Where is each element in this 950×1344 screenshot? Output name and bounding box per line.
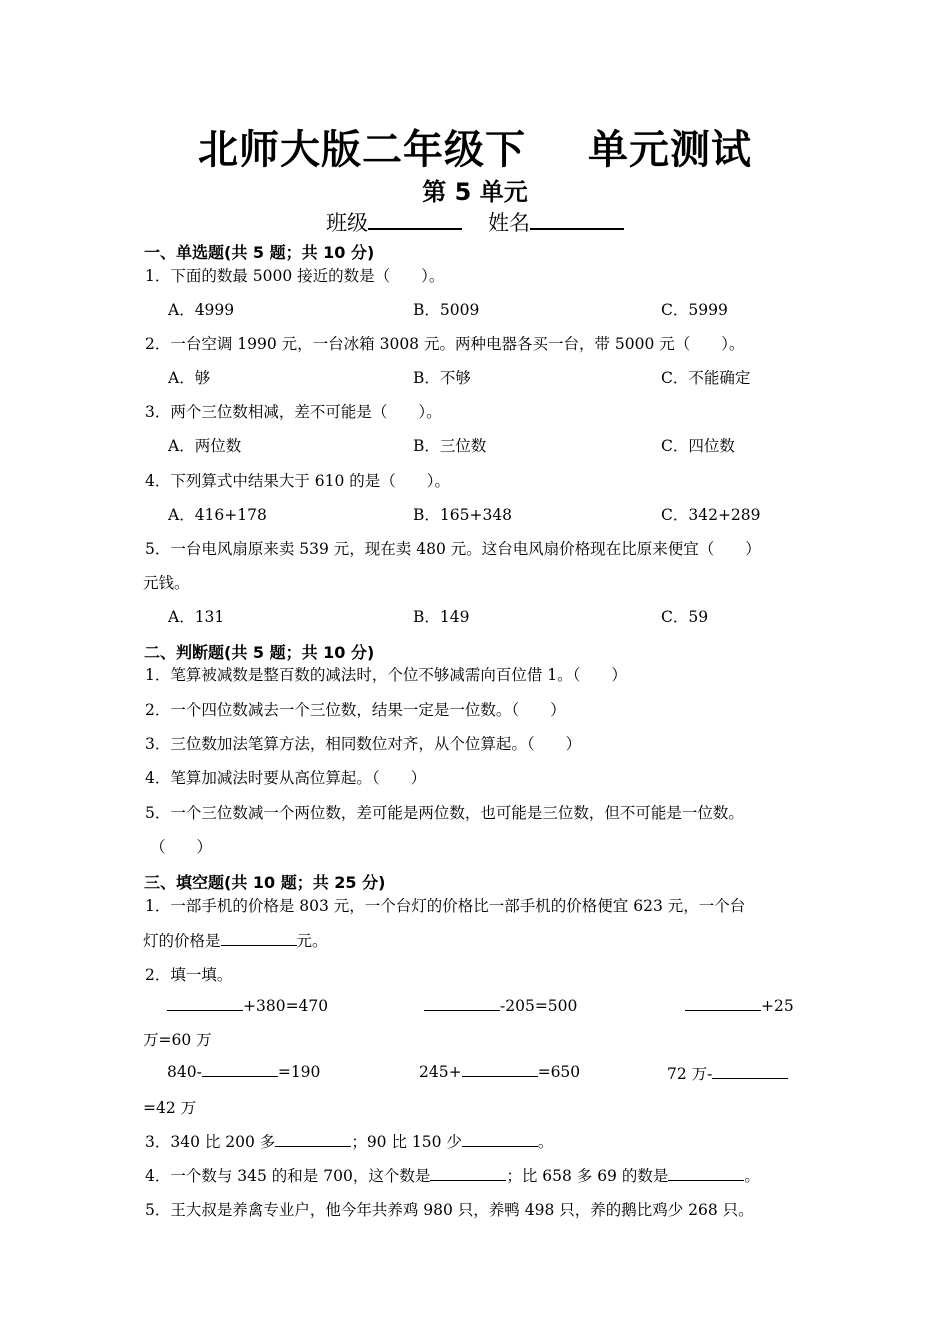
option-b[interactable]: B．165+348 — [413, 506, 513, 524]
question-stem: 3．两个三位数相减，差不可能是（ ）。 — [145, 403, 442, 421]
answer-blank[interactable] — [424, 996, 500, 1011]
option-b[interactable]: B．不够 — [413, 369, 471, 387]
fill-question: 1．一部手机的价格是 803 元，一个台灯的价格比一部手机的价格便宜 623 元，一个台 — [145, 897, 746, 915]
answer-blank[interactable] — [167, 996, 243, 1011]
answer-blank[interactable] — [462, 1132, 538, 1147]
equation-cont: 万=60 万 — [143, 1031, 212, 1049]
answer-blank[interactable] — [462, 1062, 538, 1077]
option-c[interactable]: C．342+289 — [661, 506, 761, 524]
equation: +380=470 — [167, 996, 328, 1015]
question-stem: 4．下列算式中结果大于 610 的是（ ）。 — [145, 472, 451, 490]
section2-heading: 二、判断题(共 5 题；共 10 分) — [144, 643, 375, 662]
equation-cont: =42 万 — [143, 1099, 197, 1117]
option-c[interactable]: C．5999 — [661, 301, 728, 319]
option-b[interactable]: B．三位数 — [413, 437, 487, 455]
fill-question-cont: 灯的价格是 元。 — [143, 932, 328, 950]
title-left: 北师大版二年级下 — [198, 127, 526, 173]
section3-heading: 三、填空题(共 10 题；共 25 分) — [144, 873, 386, 892]
fill-question: 4．一个数与 345 的和是 700，这个数是 ；比 658 多 69 的数是 。 — [145, 1167, 760, 1185]
option-b[interactable]: B．5009 — [413, 301, 480, 319]
page-title — [0, 118, 950, 175]
equation: -205=500 — [424, 996, 577, 1015]
fill-question: 3．340 比 200 多 ；90 比 150 少 。 — [145, 1133, 554, 1151]
fill-question: 2．填一填。 — [145, 966, 233, 984]
answer-blank[interactable] — [668, 1166, 744, 1181]
class-name-row — [0, 207, 950, 237]
name-blank[interactable] — [530, 209, 624, 230]
section1-heading: 一、单选题(共 5 题；共 10 分) — [144, 243, 375, 262]
answer-blank[interactable] — [221, 931, 297, 946]
answer-blank[interactable] — [202, 1062, 278, 1077]
unit-subtitle: 第 5 单元 — [422, 178, 528, 206]
title-right: 单元测试 — [588, 127, 752, 173]
judgment-item: 2．一个四位数减去一个三位数，结果一定是一位数。（ ） — [145, 701, 566, 719]
option-c[interactable]: C．四位数 — [661, 437, 735, 455]
question-stem-cont: 元钱。 — [143, 574, 190, 592]
option-a[interactable]: A．416+178 — [168, 506, 267, 524]
option-a[interactable]: A．两位数 — [168, 437, 242, 455]
equation: 245+ =650 — [419, 1063, 581, 1081]
option-b[interactable]: B．149 — [413, 608, 470, 626]
option-a[interactable]: A．131 — [168, 608, 225, 626]
name-label: 姓名 — [488, 211, 530, 235]
judgment-item: 3．三位数加法笔算方法，相同数位对齐，从个位算起。（ ） — [145, 735, 582, 753]
question-stem: 1．下面的数最 5000 接近的数是（ ）。 — [145, 267, 445, 285]
judgment-item: 5．一个三位数减一个两位数，差可能是两位数，也可能是三位数，但不可能是一位数。 — [145, 804, 744, 822]
option-c[interactable]: C．不能确定 — [661, 369, 751, 387]
answer-blank[interactable] — [685, 996, 761, 1011]
fill-question: 5．王大叔是养禽专业户，他今年共养鸡 980 只，养鸭 498 只，养的鹅比鸡少 268 只。 — [145, 1201, 754, 1219]
option-c[interactable]: C．59 — [661, 608, 709, 626]
answer-blank[interactable] — [430, 1166, 506, 1181]
equation: 840- =190 — [167, 1063, 321, 1081]
equation: +25 — [685, 996, 794, 1015]
class-label: 班级 — [326, 211, 368, 235]
question-stem: 5．一台电风扇原来卖 539 元，现在卖 480 元。这台电风扇价格现在比原来便宜（ ） — [145, 540, 761, 558]
option-a[interactable]: A．够 — [168, 369, 211, 387]
answer-blank[interactable] — [275, 1132, 351, 1147]
judgment-item-cont: （ ） — [150, 838, 213, 856]
class-blank[interactable] — [368, 209, 462, 230]
judgment-item: 1．笔算被减数是整百数的减法时，个位不够减需向百位借 1。（ ） — [145, 666, 627, 684]
option-a[interactable]: A．4999 — [168, 301, 235, 319]
equation: 72 万- — [667, 1062, 788, 1084]
answer-blank[interactable] — [712, 1064, 788, 1079]
judgment-item: 4．笔算加减法时要从高位算起。（ ） — [145, 769, 427, 787]
question-stem: 2．一台空调 1990 元，一台冰箱 3008 元。两种电器各买一台，带 5000 元（ ）。 — [145, 335, 745, 353]
